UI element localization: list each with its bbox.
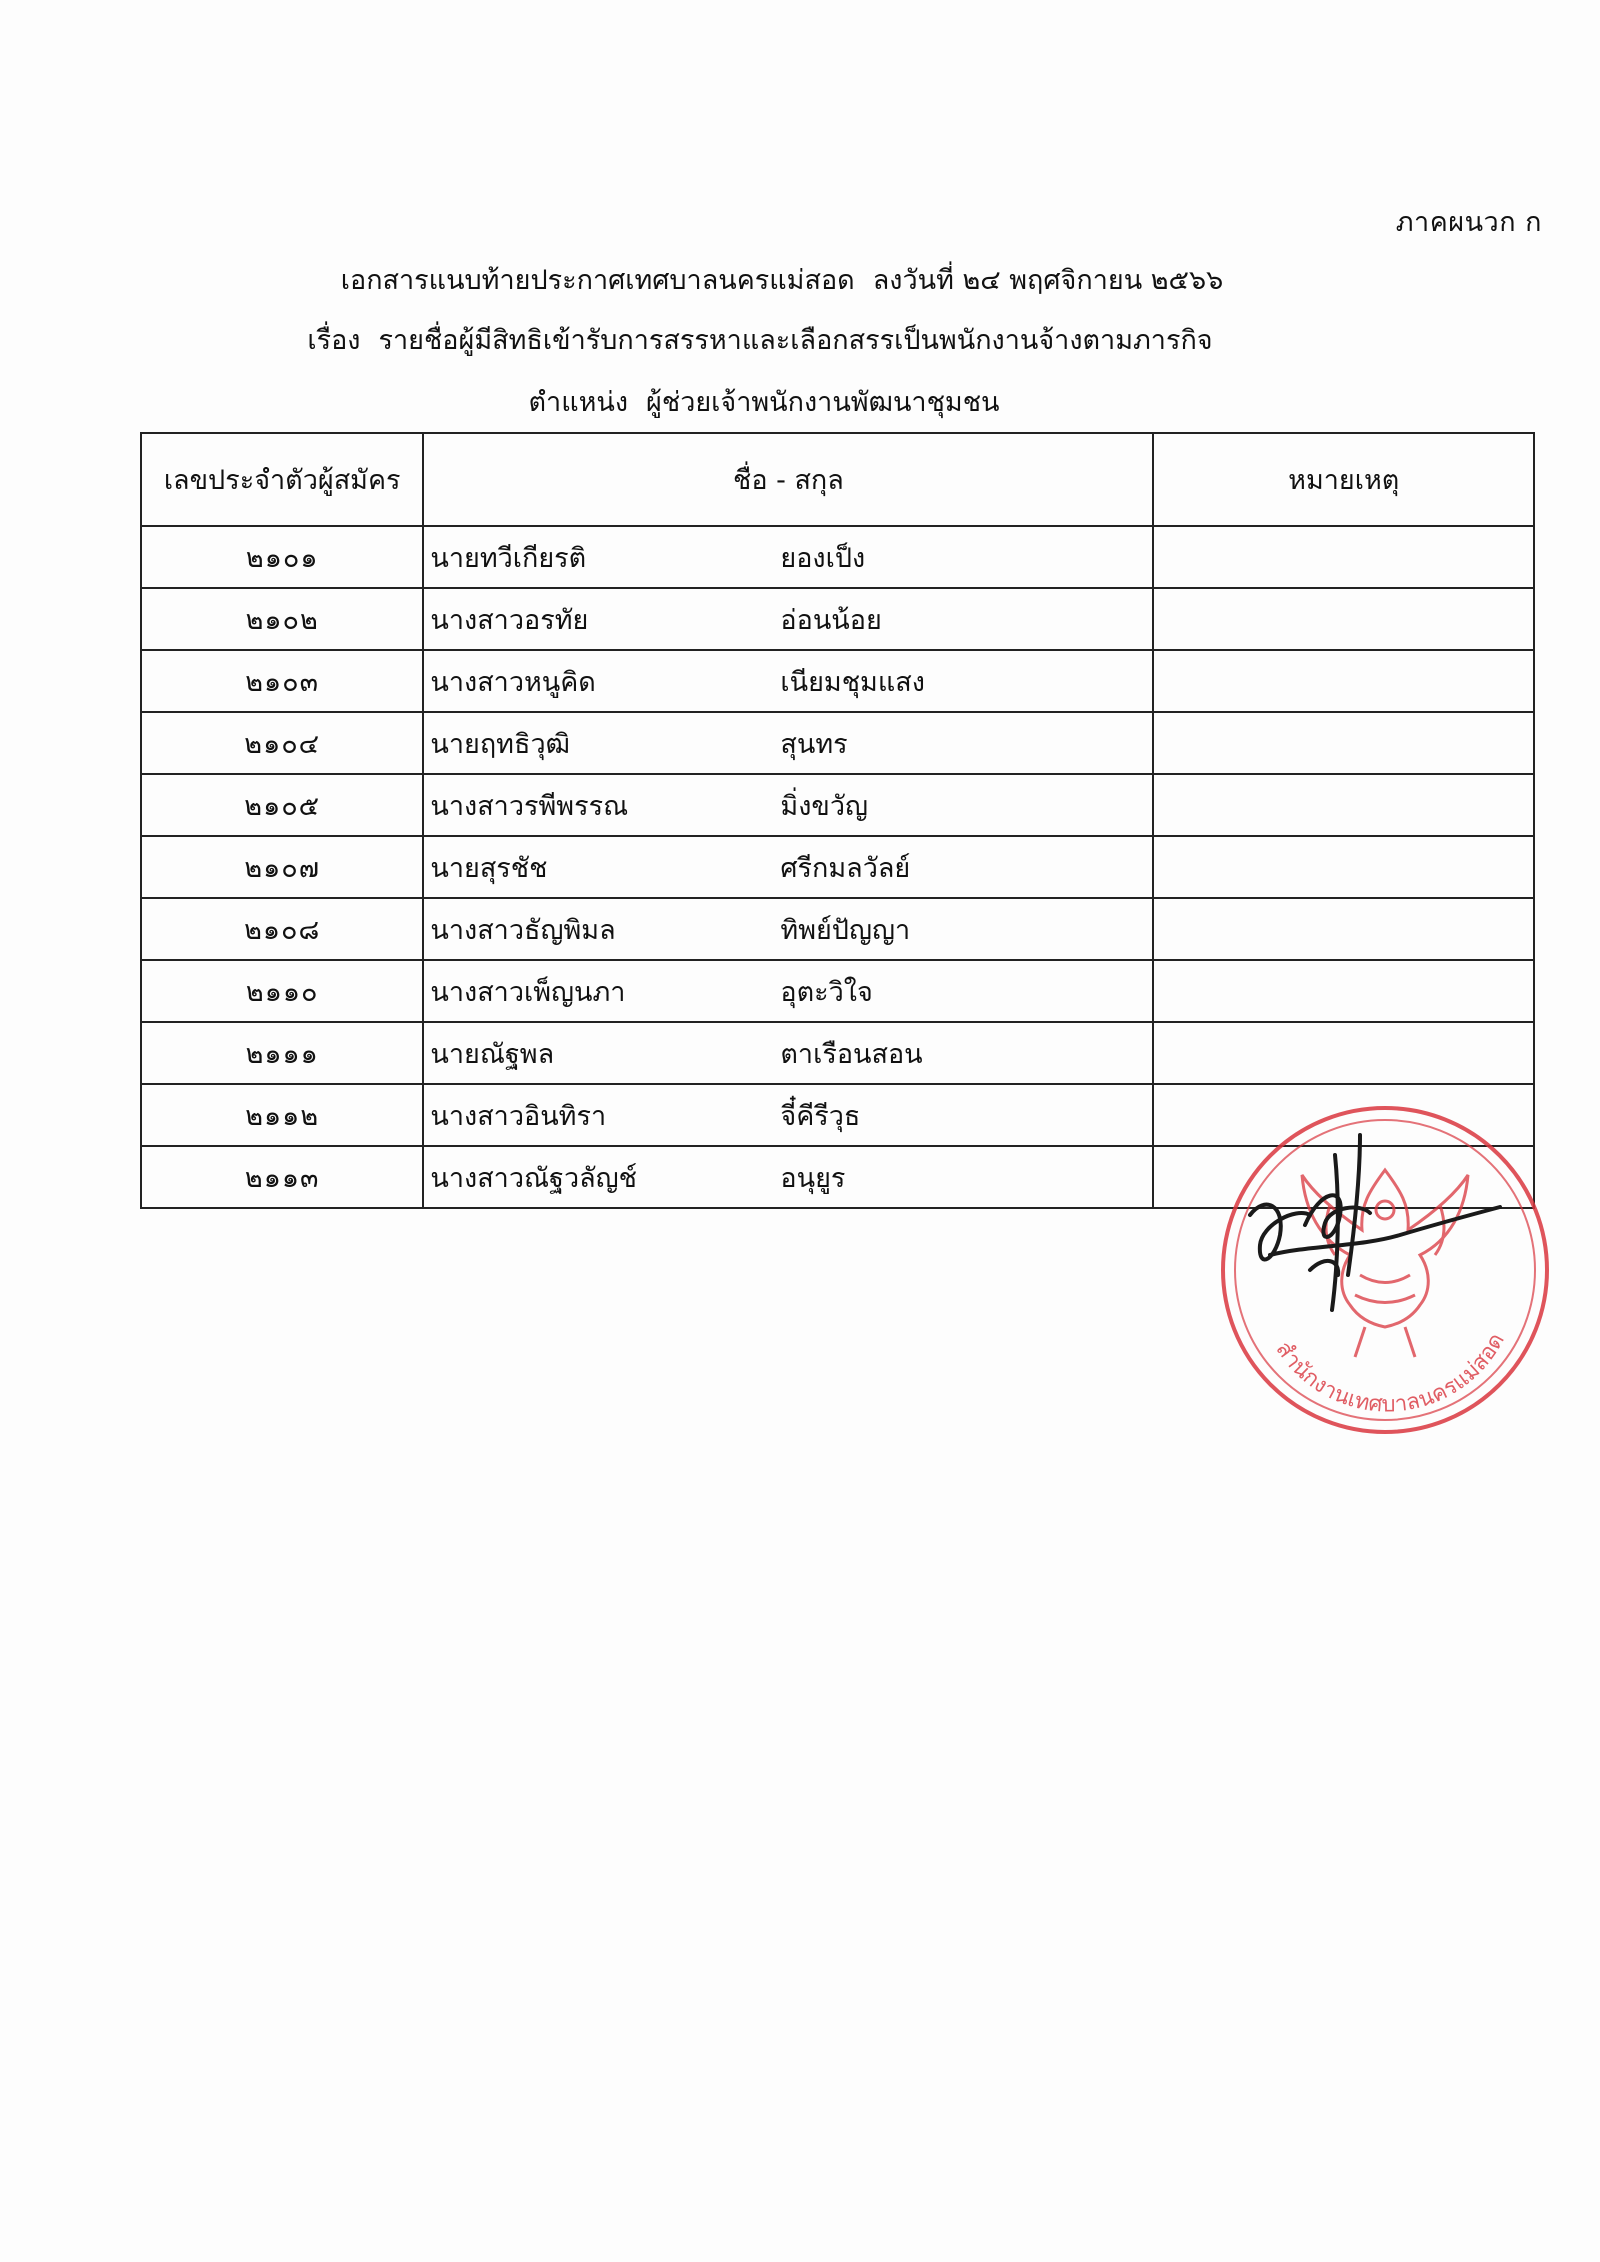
candidate-name-cell [423, 588, 1153, 650]
candidate-first-name: นายณัฐพล [430, 1038, 555, 1070]
candidate-first-name: นางสาวอรทัย [430, 604, 589, 636]
candidate-remark [1153, 650, 1534, 712]
table-row [141, 898, 1534, 960]
position-prefix: ตำแหน่ง [528, 387, 629, 418]
candidate-id: ๒๑๐๘ [141, 898, 423, 960]
heading-line-3 [0, 380, 1564, 423]
candidate-remark [1153, 1022, 1534, 1084]
candidate-name-cell [423, 898, 1153, 960]
candidate-last-name: ทิพย์ปัญญา [780, 914, 911, 946]
candidate-name [424, 961, 1152, 1021]
heading-announcement: เอกสารแนบท้ายประกาศเทศบาลนครแม่สอด [340, 265, 855, 296]
candidate-first-name: นางสาวอินทิรา [430, 1100, 607, 1132]
candidate-last-name: อ่อนน้อย [780, 604, 882, 636]
candidate-first-name: นางสาวณัฐวลัญช์ [430, 1162, 637, 1194]
candidate-name [424, 713, 1152, 773]
heading-line-1 [0, 258, 1582, 301]
candidate-first-name: นายฤทธิวุฒิ [430, 728, 571, 760]
appendix-label: ภาคผนวก ก [1395, 207, 1542, 238]
seal-stamp [1223, 1108, 1547, 1432]
candidate-remark [1153, 774, 1534, 836]
table-row [141, 588, 1534, 650]
candidate-table [140, 432, 1535, 1209]
candidate-name [424, 1147, 1152, 1207]
candidate-name-cell [423, 774, 1153, 836]
table-row [141, 836, 1534, 898]
candidate-name [424, 837, 1152, 897]
column-header-name: ชื่อ - สกุล [423, 433, 1153, 526]
candidate-last-name: เนียมชุมแสง [780, 666, 925, 698]
column-header-id: เลขประจำตัวผู้สมัคร [141, 433, 423, 526]
candidate-id: ๒๑๐๑ [141, 526, 423, 588]
candidate-id: ๒๑๑๑ [141, 1022, 423, 1084]
candidate-last-name: จี๋คีรีวุธ [780, 1100, 861, 1132]
candidate-name [424, 589, 1152, 649]
candidate-id: ๒๑๑๓ [141, 1146, 423, 1208]
candidate-remark [1153, 526, 1534, 588]
heading-line-2 [0, 318, 1560, 361]
candidate-last-name: ตาเรือนสอน [780, 1038, 923, 1070]
seal-outer-ring [1223, 1108, 1547, 1432]
candidate-name-cell [423, 1084, 1153, 1146]
candidate-first-name: นางสาวหนูคิด [430, 666, 596, 698]
seal-text: สำนักงานเทศบาลนครแม่สอด [1270, 1329, 1510, 1418]
candidate-first-name: นายสุรชัช [430, 852, 548, 884]
table-row [141, 526, 1534, 588]
heading-date: ลงวันที่ ๒๔ พฤศจิกายน ๒๕๖๖ [872, 265, 1224, 296]
candidate-id: ๒๑๐๒ [141, 588, 423, 650]
table-row [141, 650, 1534, 712]
subject-text: รายชื่อผู้มีสิทธิเข้ารับการสรรหาและเลือกสรรเป็นพนักงานจ้างตามภารกิจ [378, 325, 1213, 356]
candidate-last-name: สุนทร [780, 728, 848, 760]
table-row [141, 960, 1534, 1022]
candidate-id: ๒๑๐๓ [141, 650, 423, 712]
candidate-last-name: อุตะวิใจ [780, 976, 873, 1008]
candidate-last-name: ศรีกมลวัลย์ [780, 852, 911, 884]
candidate-id: ๒๑๑๒ [141, 1084, 423, 1146]
candidate-name-cell [423, 526, 1153, 588]
candidate-last-name: ยองเป็ง [780, 542, 866, 574]
table-row [141, 1022, 1534, 1084]
candidate-name-cell [423, 1022, 1153, 1084]
candidate-remark [1153, 588, 1534, 650]
candidate-name-cell [423, 836, 1153, 898]
table-header-row [141, 433, 1534, 526]
candidate-first-name: นางสาวรพีพรรณ [430, 790, 629, 822]
candidate-name [424, 899, 1152, 959]
candidate-id: ๒๑๐๗ [141, 836, 423, 898]
candidate-remark [1153, 898, 1534, 960]
signature-mark [1250, 1135, 1500, 1310]
candidate-id: ๒๑๐๕ [141, 774, 423, 836]
table-row [141, 774, 1534, 836]
candidate-name [424, 1023, 1152, 1083]
candidate-name [424, 1085, 1152, 1145]
candidate-remark [1153, 836, 1534, 898]
official-seal [1210, 1095, 1560, 1445]
subject-prefix: เรื่อง [307, 325, 361, 356]
candidate-first-name: นางสาวธัญพิมล [430, 914, 616, 946]
candidate-remark [1153, 960, 1534, 1022]
candidate-id: ๒๑๑๐ [141, 960, 423, 1022]
candidate-id: ๒๑๐๔ [141, 712, 423, 774]
candidate-name [424, 651, 1152, 711]
candidate-last-name: มิ่งขวัญ [780, 790, 868, 822]
candidate-remark [1153, 712, 1534, 774]
candidate-first-name: นางสาวเพ็ญนภา [430, 976, 626, 1008]
candidate-name [424, 775, 1152, 835]
column-header-remark: หมายเหตุ [1153, 433, 1534, 526]
candidate-last-name: อนุยูร [780, 1162, 846, 1194]
position-text: ผู้ช่วยเจ้าพนักงานพัฒนาชุมชน [646, 387, 1000, 418]
candidate-first-name: นายทวีเกียรติ [430, 542, 587, 574]
table-row [141, 712, 1534, 774]
candidate-name-cell [423, 712, 1153, 774]
candidate-name-cell [423, 650, 1153, 712]
candidate-name-cell [423, 960, 1153, 1022]
candidate-name [424, 527, 1152, 587]
seal-inner-ring [1235, 1120, 1535, 1420]
candidate-name-cell [423, 1146, 1153, 1208]
